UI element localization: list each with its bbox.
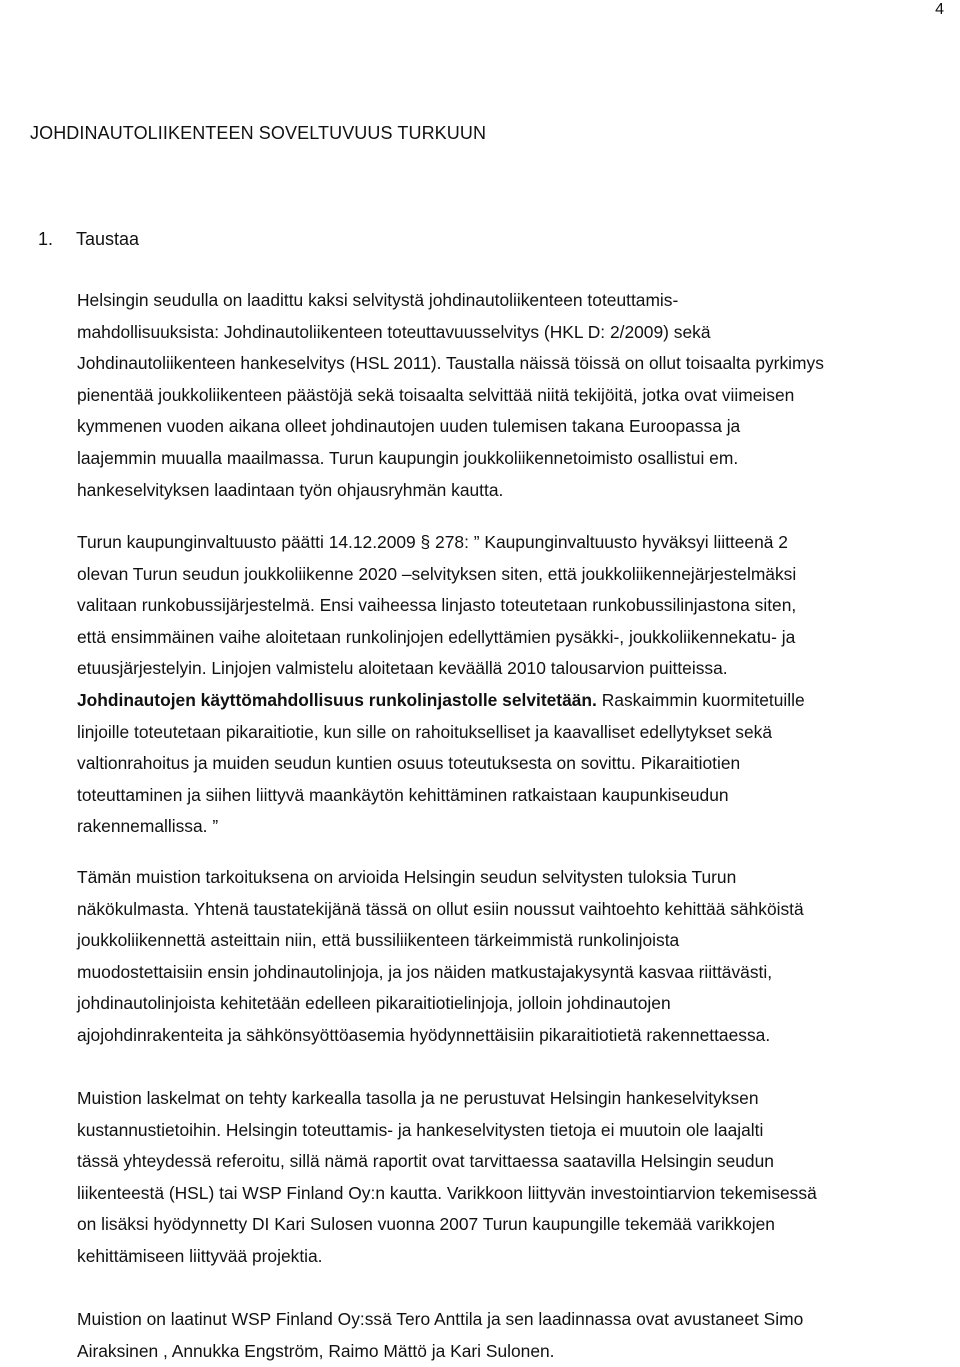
text-line: laajemmin muualla maailmassa. Turun kaupungin joukkoliikennetoimisto osallistui em.: [77, 447, 739, 468]
text-line: liikenteestä (HSL) tai WSP Finland Oy:n kautta. Varikkoon liittyvän investointiarvion tekemisessä: [77, 1182, 817, 1203]
text-line: Tämän muistion tarkoituksena on arvioida Helsingin seudun selvitysten tuloksia Turun: [77, 867, 737, 887]
text-line: valitaan runkobussijärjestelmä. Ensi vaiheessa linjasto toteutetaan runkobussilinjastona siten,: [77, 595, 797, 616]
text-line: Muistion laskelmat on tehty karkealla tasolla ja ne perustuvat Helsingin hankeselvityksen: [77, 1088, 759, 1108]
text-line: että ensimmäinen vaihe aloitetaan runkolinjojen edellyttämien pysäkki-, joukkoliikennekatu- ja: [77, 626, 796, 647]
paragraph-authors: [77, 1304, 947, 1367]
text-line: kehittämiseen liittyvää projektia.: [77, 1245, 323, 1266]
text-line: mahdollisuuksista: Johdinautoliikenteen toteuttavuusselvitys (HKL D: 2/2009) sekä: [77, 321, 711, 342]
text-line: Muistion on laatinut WSP Finland Oy:ssä Tero Anttila ja sen laadinnassa ovat avustaneet Simo: [77, 1309, 804, 1329]
page-number: 4: [935, 1, 944, 18]
text-line: kustannustietoihin. Helsingin toteuttamis- ja hankeselvitysten tietoja ei muutoin ole laajalti: [77, 1119, 764, 1140]
text-line: rakennemallissa. ”: [77, 816, 219, 837]
text-line: pienentää joukkoliikenteen päästöjä sekä toisaalta selvittää niitä tekijöitä, jotka ovat viimeisen: [77, 384, 795, 405]
text-line: Johdinautoliikenteen hankeselvitys (HSL 2011). Taustalla näissä töissä on ollut toisaalta pyrkimys: [77, 353, 824, 374]
text-line: näkökulmasta. Yhtenä taustatekijänä tässä on ollut esiin noussut vaihtoehto kehittää sähköistä: [77, 898, 804, 919]
section-title: Taustaa: [76, 229, 140, 249]
paragraph-purpose: [77, 862, 947, 1052]
text-line: olevan Turun seudun joukkoliikenne 2020 –selvityksen siten, että joukkoliikennejärjestelmäksi: [77, 563, 797, 584]
text-line: etuusjärjestelyin. Linjojen valmistelu aloitetaan keväällä 2010 talousarvion puitteissa.: [77, 658, 728, 679]
paragraph-council-decision: [77, 527, 947, 843]
text-line: kymmenen vuoden aikana olleet johdinautojen uuden tulemisen takana Euroopassa ja: [77, 416, 741, 437]
text-line: valtionrahoitus ja muiden seudun kuntien osuus toteutuksesta on sovittu. Pikaraitiotien: [77, 753, 741, 774]
text-line: Turun kaupunginvaltuusto päätti 14.12.2009 § 278: ” Kaupunginvaltuusto hyväksyi liitteenä 2: [77, 532, 788, 552]
text-line: toteuttaminen ja siihen liittyvä maankäytön kehittäminen ratkaistaan kaupunkiseudun: [77, 784, 729, 805]
text-line: Airaksinen , Annukka Engström, Raimo Mättö ja Kari Sulonen.: [77, 1340, 555, 1361]
text-line: joukkoliikennettä asteittain niin, että bussiliikenteen tärkeimmistä runkolinjoista: [77, 930, 680, 951]
text-line: Helsingin seudulla on laadittu kaksi selvitystä johdinautoliikenteen toteuttamis-: [77, 290, 679, 310]
text-line: tässä yhteydessä referoitu, sillä nämä raportit ovat tarvittaessa saatavilla Helsingin seudun: [77, 1151, 774, 1172]
text-line: Raskaimmin kuormitetuille: [596, 689, 805, 710]
text-line: johdinautolinjoista kehitetään edelleen pikaraitiotielinjoja, jolloin johdinautojen: [77, 993, 671, 1014]
section-number: 1.: [38, 229, 54, 249]
section-heading: [38, 227, 139, 251]
document-title: JOHDINAUTOLIIKENTEEN SOVELTUVUUS TURKUUN: [30, 123, 487, 143]
paragraph-background: [77, 285, 947, 506]
text-line: ajojohdinrakenteita ja sähkönsyöttöasemia hyödynnettäisiin pikaraitiotietä rakennettaessa.: [77, 1024, 771, 1045]
text-line: muodostettaisiin ensin johdinautolinjoja, ja jos näiden matkustajakysyntä kasvaa riittävästi,: [77, 961, 773, 982]
bold-sentence: Johdinautojen käyttömahdollisuus runkolinjastolle selvitetään.: [77, 689, 597, 710]
paragraph-calculations: [77, 1083, 947, 1273]
text-line: linjoille toteutetaan pikaraitiotie, kun sille on rahoitukselliset ja kaavalliset edellytykset sekä: [77, 721, 773, 742]
text-line: on lisäksi hyödynnetty DI Kari Sulosen vuonna 2007 Turun kaupungille tekemää varikkojen: [77, 1214, 775, 1235]
text-line: hankeselvityksen laadintaan työn ohjausryhmän kautta.: [77, 479, 504, 500]
